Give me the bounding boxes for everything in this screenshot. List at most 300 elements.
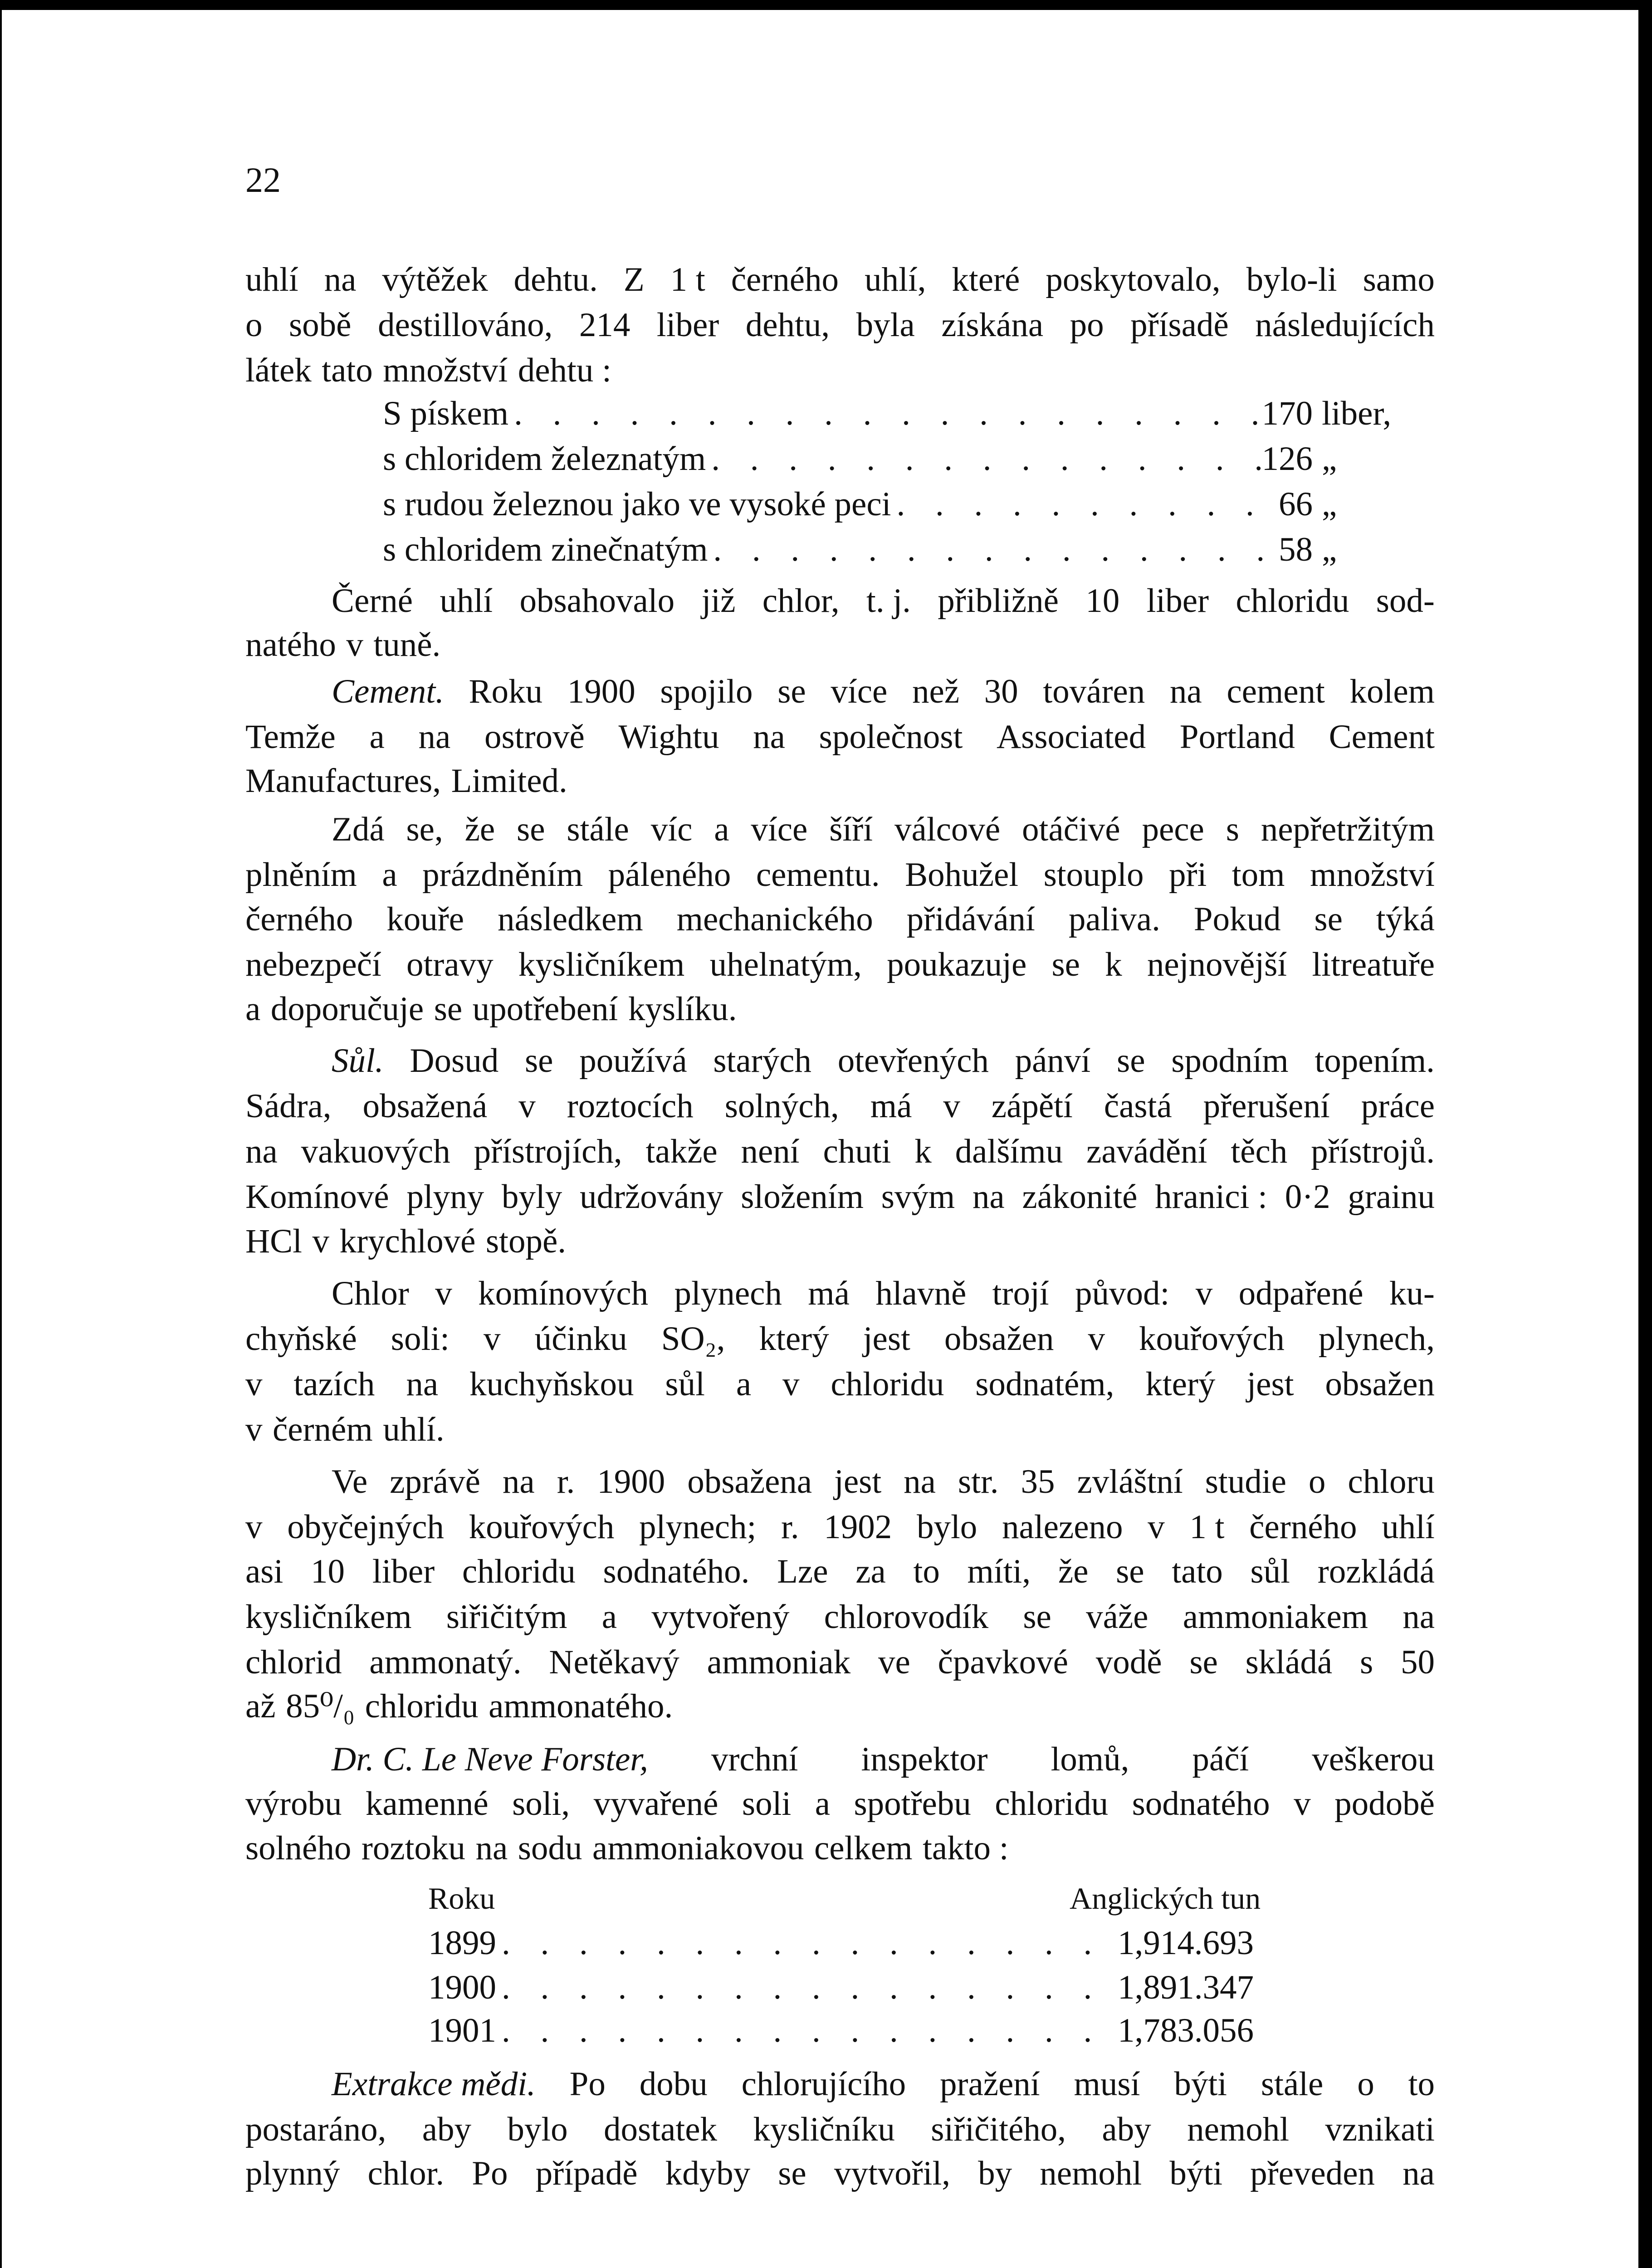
word: uhlí [1382,1508,1435,1546]
word: pražení [939,2065,1040,2103]
word: vyvařené [593,1785,718,1823]
salt-table-row [428,1965,1254,2010]
word: solných, [724,1087,839,1125]
salt-table-year-header: Roku [428,1881,495,1916]
word: podobě [1334,1785,1435,1823]
word: Lze [777,1553,828,1590]
word: společnost [819,718,963,756]
word: 35 [1021,1463,1055,1501]
word: v [1148,1508,1165,1546]
text-line [245,1594,1435,1640]
text-line [245,1549,1435,1594]
row-unit: liber, [1322,395,1392,432]
word: již [701,582,736,620]
word: není [741,1133,800,1170]
word: Temže [245,718,336,756]
word: bylo [507,2111,568,2148]
word: váže [1086,1598,1149,1636]
word: samo [1363,261,1435,298]
text-line [245,1271,1435,1316]
text-line [245,257,1435,303]
text-line [245,622,1435,668]
word: obsažena [687,1463,812,1501]
word: siřičitého, [931,2111,1066,2148]
word: obsažená [362,1087,488,1125]
word: stále [567,811,629,848]
word: sodu [518,1829,582,1867]
word: sodnatého. [603,1553,750,1590]
word: se [517,811,545,848]
word: nejnovější [1147,946,1287,983]
word: kouřových [1139,1320,1285,1358]
word: má [808,1275,850,1312]
salt-table-value-header: Anglických tun [1070,1881,1261,1916]
word: aby [1102,2111,1151,2148]
word: vytvořil, [834,2155,951,2192]
word: Po [569,2065,606,2103]
word: nepřetržitým [1261,811,1435,848]
word: r. [781,1508,799,1546]
word: paliva. [1068,900,1160,938]
word: ostrově [484,718,585,756]
word: obsažen [944,1320,1054,1358]
leader-dots [496,2008,1118,2053]
word: inspektor [861,1740,988,1778]
word: přerušení [1203,1087,1330,1125]
page-sheet [2,10,1638,2268]
word: soli [742,1785,792,1823]
word: odpařené [1238,1275,1364,1312]
word: kysličníkem [518,946,685,983]
word: jest [1246,1365,1294,1403]
text-line [245,2151,1435,2196]
word: jest [863,1320,910,1358]
word: kuchyňskou [469,1365,634,1403]
text-line [245,1459,1435,1505]
word: to [913,1553,940,1590]
word: válcové [894,811,1001,848]
word: 50 [1400,1643,1435,1681]
word: celkem [814,1829,913,1867]
word: ve [878,1643,910,1681]
text-line [245,1684,1435,1729]
word: Manufactures, [245,762,441,800]
text-line [245,942,1435,987]
word: poukazuje [887,946,1027,983]
word: starých [713,1042,811,1080]
word: kdyby [665,2155,751,2192]
row-value: 170 [1261,395,1313,432]
word: se [1117,1042,1145,1080]
word: solného [245,1829,352,1867]
word: případě [535,2155,638,2192]
text-line [245,1737,1435,1782]
word: tom [1232,856,1285,894]
row-label: s chloridem zinečnatým [383,531,708,568]
word: Chlor [332,1275,409,1312]
word: složením [741,1178,864,1216]
word: se [524,1042,553,1080]
word: chloru [1348,1463,1435,1501]
word: přidávání [906,900,1035,938]
word: výtěžek [382,261,488,298]
word: Ve [332,1463,368,1501]
word: v [782,1365,800,1403]
word: s [1226,811,1239,848]
word: upotřebení [472,990,618,1028]
word: víc [650,811,693,848]
leader-dots [891,482,1279,527]
word: udržovány [579,1178,723,1216]
section-heading: Extrakce mědi. [332,2065,536,2103]
word: v [1294,1785,1311,1823]
word: ku- [1389,1275,1435,1312]
text-line [245,2107,1435,2152]
row-year: 1899 [428,1924,496,1962]
word: chloridu [462,1553,576,1590]
word: na [1169,673,1202,710]
text-line [245,1640,1435,1685]
word: používá [579,1042,687,1080]
word: chloridu [1236,582,1349,620]
word: Zdá [332,811,385,848]
word: látek [245,352,312,389]
row-value: 1,891.347 [1118,1969,1254,2006]
word: se [1023,1598,1051,1636]
word: na [324,261,357,298]
word: v [435,1275,452,1312]
word: Wightu [618,718,719,756]
word: Komínové [245,1178,389,1216]
word: s [1360,1643,1373,1681]
text-line [245,807,1435,852]
word: topením. [1315,1042,1435,1080]
text-line [245,303,1435,348]
word: byly [501,1178,562,1216]
word: černého [245,900,353,938]
word: otáčivé [1022,811,1120,848]
word: to [1408,2065,1435,2103]
word: bylo-li [1246,261,1337,298]
word: o [1357,2065,1374,2103]
word: kysličníkem [245,1598,412,1636]
word: plynech [674,1275,782,1312]
word: Associated [997,718,1146,756]
word: str. [958,1463,999,1501]
word: 1900 [597,1463,665,1501]
word: 0·2 [1285,1178,1330,1216]
word: páčí [1192,1740,1249,1778]
word: v [346,626,363,664]
word: přístrojích, [474,1133,622,1170]
word: Cement [1329,718,1435,756]
word: Limited. [451,762,567,800]
word: že [1058,1553,1089,1590]
word: býti [1174,2065,1227,2103]
row-value: 58 [1279,531,1313,568]
word: ammoniak [707,1643,851,1681]
word: liber [1146,582,1209,620]
word: skládá [1245,1643,1333,1681]
row-unit: „ [1322,440,1337,478]
word: a [815,1785,831,1823]
word: továren [1043,673,1145,710]
word: spodním [1171,1042,1289,1080]
word: zvláštní [1077,1463,1183,1501]
word: Po [472,2155,508,2192]
text-line [245,348,1435,393]
leader-dots [496,1965,1118,2010]
word: chlor, [762,582,840,620]
row-unit: „ [1322,485,1337,523]
word: krychlové [339,1222,476,1260]
text-line [245,987,1435,1032]
word: stopě. [485,1222,566,1260]
word: tuně. [373,626,441,664]
section-heading: Cement. [332,673,444,710]
word: práce [1361,1087,1435,1125]
row-year: 1901 [428,2012,496,2049]
word: ammoniakem [1183,1598,1368,1636]
word: na [904,1463,936,1501]
word: sůl [1250,1553,1290,1590]
word: se [1189,1643,1218,1681]
word: více [831,673,888,710]
word: v [484,1320,501,1358]
word: na [418,718,451,756]
leader-dots [508,391,1261,436]
word: kouřových [469,1508,615,1546]
word: sůl [665,1365,705,1403]
word: hlavně [875,1275,967,1312]
word: plynný [245,2155,340,2192]
word: kamenné [365,1785,489,1823]
word: vakuových [301,1133,450,1170]
row-value: 1,783.056 [1118,2012,1254,2049]
word: aby [422,2111,471,2148]
text-line [245,852,1435,898]
word: na [245,1133,278,1170]
salt-table-row [428,2008,1254,2053]
word: že [464,811,495,848]
word: než [912,673,960,710]
word: plněním [245,856,357,894]
word: dehtu : [518,352,611,389]
row-label: S pískem [383,395,509,432]
word: černého [731,261,839,298]
word: spojilo [660,673,753,710]
word: k [914,1133,932,1170]
word: 1902 [824,1508,892,1546]
word: dalšímu [955,1133,1063,1170]
word: asi [245,1553,283,1590]
word: týká [1376,900,1435,938]
word: v [1195,1275,1213,1312]
text-line [245,1219,1435,1264]
tar-table-row [383,482,1435,527]
word: 1 t [1189,1508,1225,1546]
text-line [245,578,1435,624]
text-line [245,1129,1435,1174]
word: má [870,1087,912,1125]
leader-dots [496,1921,1118,1966]
word: trojí [992,1275,1049,1312]
tar-table-row [383,391,1435,436]
word: v [245,1508,263,1546]
row-unit: „ [1322,531,1337,568]
word: v [518,1087,536,1125]
word: uhelnatým, [709,946,862,983]
tar-table-row [383,436,1435,482]
word: sodnatém, [975,1365,1114,1403]
word: Pokud [1193,900,1281,938]
word: Portland [1179,718,1295,756]
word: grainu [1348,1178,1435,1216]
word: chloridu [365,1687,479,1725]
word: uhlí [440,582,493,620]
row-value: 126 [1261,440,1313,478]
word: čpavkové [938,1643,1068,1681]
leader-dots [708,527,1279,572]
word: se [777,673,806,710]
word: ammoniakovou [592,1829,804,1867]
word: páleného [608,856,731,894]
word: plynech; [639,1508,757,1546]
word: se [778,2155,806,2192]
word: pánví [1015,1042,1091,1080]
word: 1900 [567,673,635,710]
text-line [245,758,1435,804]
word: postaráno, [245,2111,386,2148]
word: vytvořený [651,1598,790,1636]
word: nemohl [1187,2111,1290,2148]
word: takže [645,1133,718,1170]
word: natého [245,626,336,664]
row-value: 1,914.693 [1118,1924,1254,1962]
word: chyňské [245,1320,357,1358]
word: by [978,2155,1012,2192]
word: Netěkavý [549,1643,679,1681]
word: chlorid [245,1643,342,1681]
word: dehtu, [745,306,830,344]
word: uhlí, [865,261,926,298]
word: uhlí [245,261,298,298]
tar-table-row [383,527,1435,572]
word: Roku [469,673,543,710]
leader-dots [706,436,1261,482]
word: svým [881,1178,955,1216]
word: kysličníku [753,2111,895,2148]
text-line [245,1407,1435,1452]
word: litreatuře [1312,946,1435,983]
word: vrchní [711,1740,798,1778]
word: se [1051,946,1080,983]
word: přísadě [1130,306,1229,344]
word: cement [1227,673,1325,710]
word: ammonatého. [489,1687,673,1725]
word: doporučuje [270,990,424,1028]
word: v [312,1222,330,1260]
word: na [1403,1598,1435,1636]
word: r. [557,1463,575,1501]
word: dobu [639,2065,708,2103]
word: následujících [1255,306,1435,344]
word: nemohl [1040,2155,1142,2192]
word: na [406,1365,439,1403]
word: býti [1169,2155,1223,2192]
word: zápětí [991,1087,1073,1125]
text-line [245,1038,1435,1084]
word: plynech, [1318,1320,1435,1358]
word: přibližně [938,582,1059,620]
word: kouře [386,900,464,938]
word: o [1308,1463,1326,1501]
word: dehtu. [513,261,598,298]
word: takto : [923,1829,1009,1867]
word: přístrojů. [1311,1133,1435,1170]
word: lomů, [1051,1740,1129,1778]
word: pece [1142,811,1204,848]
word: 214 [579,306,630,344]
word: šíří [829,811,873,848]
word: který [1145,1365,1216,1403]
word: uhlí. [383,1411,445,1448]
word: černém [273,1411,373,1448]
word: černého [1249,1508,1357,1546]
word: byla [856,306,915,344]
word: obsahovalo [519,582,675,620]
word: o [245,306,263,344]
word: chuti [823,1133,891,1170]
word: komínových [478,1275,649,1312]
text-line [245,1781,1435,1827]
word: které [952,261,1020,298]
word: chloridu [995,1785,1109,1823]
word: na [753,718,785,756]
row-year: 1900 [428,1969,496,2006]
word: v [245,1365,263,1403]
word: obsažen [1325,1365,1435,1403]
word: Sádra, [245,1087,332,1125]
section-heading: Dr. C. Le Neve Forster, [332,1740,648,1778]
word: Černé [332,582,413,620]
word: v [245,1411,263,1448]
text-line [245,2062,1435,2107]
word: plyny [406,1178,484,1216]
word: a [245,990,261,1028]
word: a [382,856,397,894]
text-line [245,1826,1435,1871]
word: soli: [391,1320,450,1358]
word: na [1403,2155,1435,2192]
word: soli, [512,1785,570,1823]
text-line [245,1316,1435,1362]
word: tato [1172,1553,1223,1590]
word: zákonité [1022,1178,1138,1216]
word: vodě [1095,1643,1162,1681]
word: 30 [984,673,1018,710]
word: k [1105,946,1122,983]
word: převeden [1250,2155,1375,2192]
word: více [751,811,808,848]
word: siřičitým [446,1598,567,1636]
word: rozkládá [1317,1553,1435,1590]
word: otevřených [837,1042,989,1080]
section-heading: Sůl. [332,1042,384,1080]
row-label: s rudou železnou jako ve vysoké peci [383,485,891,523]
word: liber [656,306,719,344]
word: veškerou [1312,1740,1435,1778]
